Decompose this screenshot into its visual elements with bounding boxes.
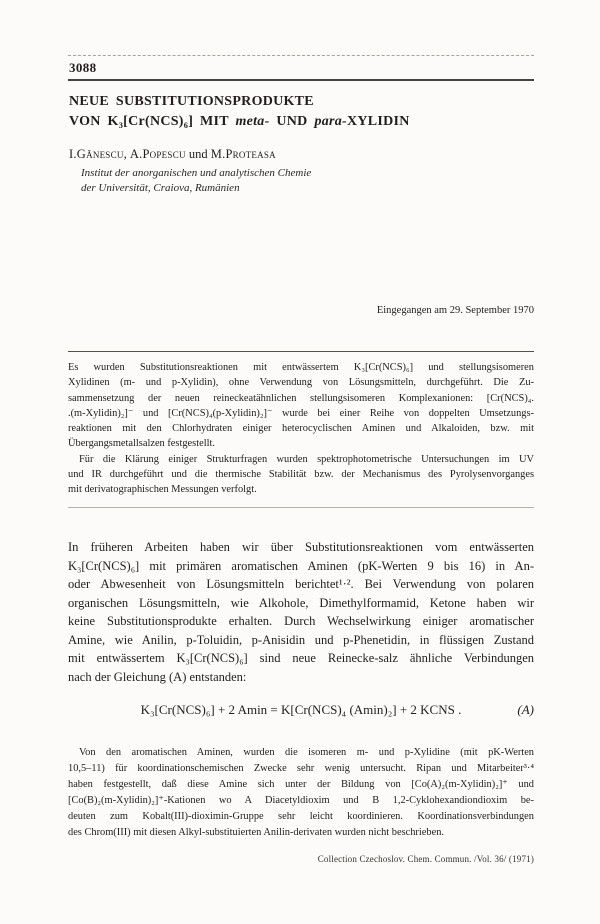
text-line: reaktionen mit den Chlorhydraten einiger heterocyclischen Aminen und Alkaloiden, bzw. mit: [68, 423, 534, 435]
title-line-2: [69, 112, 535, 132]
text-line: .(m-Xylidin)₂]⁻ und [Cr(NCS)₄(p-Xylidin)₂]⁻ wurde bei einer Reihe von doppelten Umsetzungs-: [68, 407, 534, 419]
text-line: mit entwässertem K₃[Cr(NCS)₆] sind neue Reinecke-salz ähnliche Verbindungen: [68, 651, 534, 665]
author-separator: ,: [123, 147, 130, 161]
text-line: In früheren Arbeiten haben wir über Substitutionsreaktionen vom entwässerten: [68, 540, 534, 554]
received-date: Eingegangen am 29. September 1970: [376, 305, 534, 316]
text-line: organischen Lösungsmitteln, wie Alkohole, Dimethylformamid, Ketone haben wir: [68, 595, 534, 610]
equation-text: K₃[Cr(NCS)₆] + 2 Amin = K[Cr(NCS)₄ (Amin)₂] + 2 KCNS .: [140, 702, 462, 717]
affiliation-line-2: der Universität, Craiova, Rumänien: [81, 182, 240, 194]
equation-label: (A): [517, 702, 534, 717]
journal-footer: Collection Czechoslov. Chem. Commun. /Vol. 36/ (1971): [317, 854, 534, 864]
text-line: 10,5–11) für koordinationschemischen Zwecke sehr wenig untersucht. Ripan und Mitarbeiter³·⁴: [68, 762, 534, 774]
page-number: 3088: [69, 60, 97, 75]
body-paragraph-2: [68, 745, 534, 840]
text-line: haben festgestellt, daß diese Amine sich unter der Bildung von [Co(A)₂(m-Xylidin)₂]⁺ und: [68, 778, 534, 790]
text-line: sammensetzung der neuen reineckeatähnlichen stellungsisomeren Komplexanionen: [Cr(NCS)₄.: [68, 392, 534, 404]
reaction-equation: [68, 702, 534, 718]
header-rule: [68, 79, 534, 81]
affiliation-line-1: Institut der anorganischen und analytischen Chemie: [81, 167, 312, 179]
text-line: und IR durchgeführt und die thermische Stabilität bzw. der Mechanismus des Pyrolysenvorganges: [68, 469, 534, 481]
author-separator: und: [185, 147, 211, 161]
text-line: [Co(B)₂(m-Xylidin)₂]⁺-Kationen wo A Diacetyldioxim und B 1,2-Cyklohexandiondioxim be-: [68, 794, 534, 806]
title-line-1: NEUE SUBSTITUTIONSPRODUKTE: [69, 94, 314, 109]
top-rule: [68, 55, 534, 56]
text-line: Xylidinen (m- und p-Xylidin), ohne Verwendung von Lösungsmitteln, durchgeführt. Die Zu-: [68, 377, 534, 389]
text-line: K₃[Cr(NCS)₆] mit primären aromatischen Aminen (pK-Werten 9 bis 16) in An-: [68, 558, 534, 573]
title-und: UND: [269, 114, 315, 129]
affiliation: [81, 166, 311, 196]
text-line: nach der Gleichung (A) entstanden:: [68, 669, 247, 684]
text-line: Für die Klärung einiger Strukturfragen wurden spektrophotometrische Untersuchungen im UV: [79, 453, 534, 465]
abstract-top-rule: [68, 351, 534, 352]
text-line: keine Substitutionsprodukte erhalten. Durch Wechselwirkung einiger aromatischer: [68, 614, 534, 628]
paper-title: [69, 92, 535, 132]
title-para: para-: [314, 114, 347, 129]
text-line: Von den aromatischen Aminen, wurden die isomeren m- und p-Xylidine (mit pK-Werten: [79, 747, 534, 758]
abstract-paragraph-2: [68, 452, 534, 498]
author-name: M.Proteasa: [210, 147, 276, 161]
author-name: A.Popescu: [129, 147, 186, 161]
text-line: mit derivatographischen Messungen verfolgt.: [68, 484, 257, 496]
text-line: Übergangsmetallsalzen festgestellt.: [68, 438, 215, 450]
title-xylidin: XYLIDIN: [346, 114, 410, 129]
text-line: Es wurden Substitutionsreaktionen mit entwässertem K₃[Cr(NCS)₆] und stellungsisomeren: [68, 362, 534, 373]
abstract-bottom-rule: [68, 507, 534, 508]
title-formula: VON K₃[Cr(NCS)₆] MIT: [69, 114, 236, 129]
abstract: [68, 360, 534, 498]
title-meta: meta-: [235, 114, 270, 129]
abstract-paragraph-1: [68, 360, 534, 452]
body-paragraph-1: [68, 538, 534, 686]
text-line: deuten zum Kobalt(III)-dioximin-Gruppe sehr leicht koordinieren. Koordinationsverbindungen: [68, 810, 534, 822]
text-line: des Chrom(III) mit diesen Alkyl-substituierten Anilin-derivaten wurden nicht beschrieben.: [68, 826, 444, 838]
authors-line: [69, 147, 276, 162]
author-name: I.Gănescu: [69, 147, 124, 161]
text-line: oder Abwesenheit von Lösungsmitteln berichtet¹·². Bei Verwendung von polaren: [68, 577, 534, 591]
text-line: Amine, wie Anilin, p-Toluidin, p-Anisidin und p-Phenetidin, in flüssigen Zustand: [68, 632, 534, 647]
